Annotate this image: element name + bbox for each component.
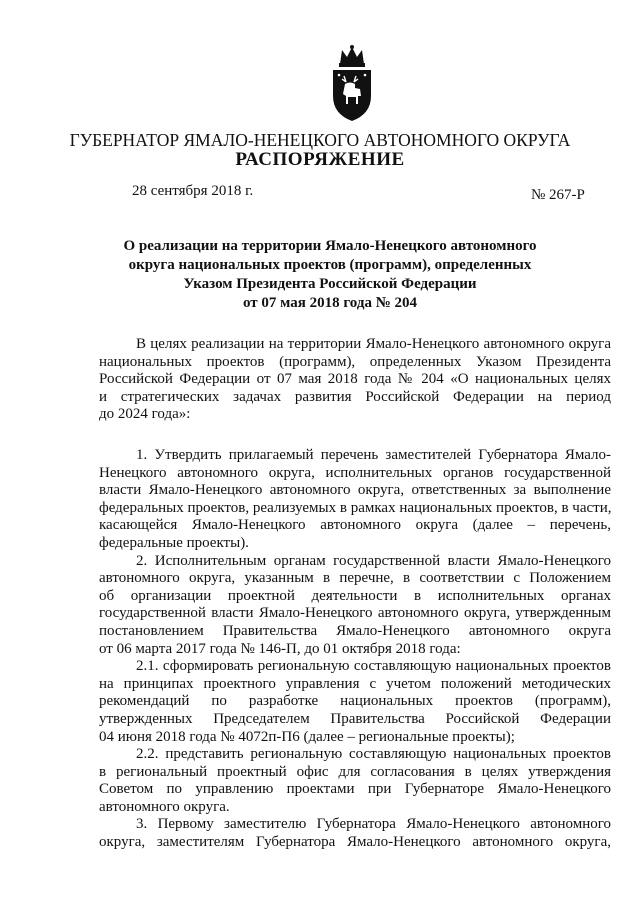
text-line: постановлением Правительства Ямало-Ненецкого автономного округа <box>99 622 611 639</box>
text-line: национальных проектов (программ), определенных Указом Президента <box>99 353 611 370</box>
document-date: 28 сентября 2018 г. <box>132 183 254 199</box>
text-line: 2. Исполнительным органам государственной власти Ямало-Ненецкого <box>136 552 611 569</box>
issuer-title: ГУБЕРНАТОР ЯМАЛО-НЕНЕЦКОГО АВТОНОМНОГО ОКРУГА <box>69 130 571 150</box>
subject-line: округа национальных проектов (программ), определенных <box>128 257 532 273</box>
text-line: власти Ямало-Ненецкого автономного округа, ответственных за выполнение <box>99 482 611 499</box>
subject-line: О реализации на территории Ямало-Ненецкого автономного <box>123 238 537 254</box>
text-line: и стратегических задачах развития Российской Федерации на период <box>99 388 611 405</box>
text-line: 3. Первому заместителю Губернатора Ямало-Ненецкого автономного <box>136 816 611 833</box>
text-line: 1. Утвердить прилагаемый перечень заместителей Губернатора Ямало- <box>136 447 611 463</box>
document-subject <box>100 237 560 313</box>
text-line: федеральные проекты). <box>99 534 249 551</box>
document-body <box>99 447 611 852</box>
text-line: 2.2. представить региональную составляющую национальных проектов <box>136 746 611 763</box>
text-line: Ненецкого автономного округа, исполнительных органов государственной <box>99 464 611 481</box>
text-line: в региональный проектный офис для согласования в целях утверждения <box>99 763 611 780</box>
text-line: от 06 марта 2017 года № 146-П, до 01 октября 2018 года: <box>99 640 461 657</box>
subject-line: Указом Президента Российской Федерации <box>183 276 477 292</box>
text-line: округа, заместителям Губернатора Ямало-Ненецкого автономного округа, <box>99 834 611 851</box>
text-line: автономного округа, указанным в перечне, в соответствии с Положением <box>99 570 611 587</box>
preamble <box>99 336 611 424</box>
text-line: Советом по управлению проектами при Губернаторе Ямало-Ненецкого <box>99 781 611 798</box>
coat-of-arms-icon <box>330 44 374 122</box>
text-line: В целях реализации на территории Ямало-Ненецкого автономного округа <box>136 336 611 352</box>
text-line: 04 июня 2018 года № 4072п-П6 (далее – региональные проекты); <box>99 728 515 745</box>
text-line: касающейся Ямало-Ненецкого автономного округа (далее – перечень, <box>99 517 611 534</box>
text-line: автономного округа. <box>99 798 230 815</box>
text-line: до 2024 года»: <box>99 406 191 423</box>
text-line: рекомендаций по разработке национальных проектов (программ), <box>99 693 611 710</box>
subject-line: от 07 мая 2018 года № 204 <box>242 295 418 311</box>
document-type: РАСПОРЯЖЕНИЕ <box>235 149 405 170</box>
document-number: № 267-Р <box>531 187 585 203</box>
text-line: на принципах проектного управления с учетом положений методических <box>99 675 611 692</box>
text-line: об организации проектной деятельности в исполнительных органах <box>99 587 611 604</box>
text-line: федеральных проектов, реализуемых в рамках национальных проектов, в части, <box>99 499 611 516</box>
text-line: Российской Федерации от 07 мая 2018 года № 204 «О национальных целях <box>99 371 611 388</box>
text-line: утвержденных Председателем Правительства Российской Федерации <box>99 710 611 727</box>
text-line: государственной власти Ямало-Ненецкого автономного округа, утвержденным <box>99 605 611 622</box>
text-line: 2.1. сформировать региональную составляющую национальных проектов <box>136 658 611 675</box>
